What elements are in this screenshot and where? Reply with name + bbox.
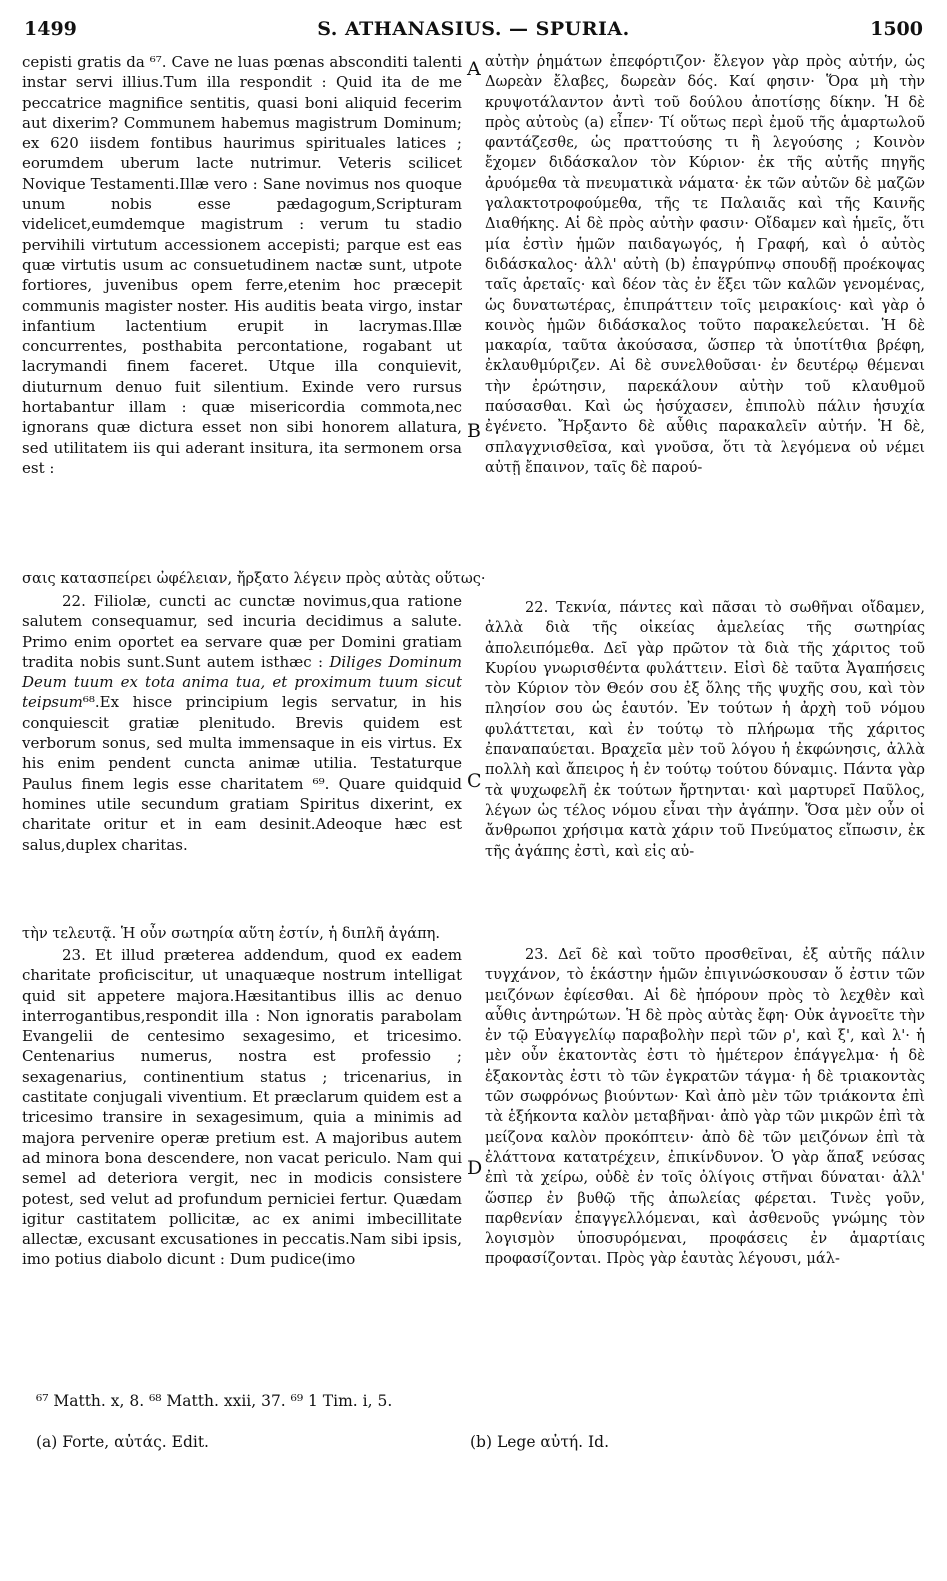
latin-paragraph-22 [22,591,462,855]
latin-paragraph-23: 23. Et illud præterea addendum, quod ex eadem charitate proficiscitur, ut unaquæque nostrum intelligat quid sit appetere majora.Hæsitantibus illis ac denuo interrogantibus,respondit illa : Non ignoratis parabolam Evangelii de centesimo sexagesimo, et tricesimo. Centenarius numerus, nostra est professio ; sexagenarius, continentium status ; tricenarius, in castitate conjugali viventium. Et præclarum quidem est a tricesimo transire in sexagesimum, quia a minimis ad majora pervenire operæ pretium est. A majoribus autem ad minora bona descendere, non vacat periculo. Nam qui semel ad deteriora vergit, nec in modicis consistere potest, sed velut ad profundum perniciei fertur. Quædam igitur castitatem pollicitæ, ac ex animi imbecillitate allectæ, excusant excusationes in peccatis.Nam sibi ipsis, imo potius diabolo dicunt : Dum pudice(imo [22,946,462,1269]
running-title: S. ATHANASIUS. — SPURIA. [317,18,630,40]
greek-spanning-line-1: σαις κατασπείρει ὠφέλειαν, ἤρξατο λέγειν πρὸς αὐτὰς οὕτως· [22,570,486,587]
latin-text-block-2 [22,591,462,855]
greek-paragraph-21-end: αὐτὴν ῥημάτων ἐπεφόρτιζον· ἔλεγον γὰρ πρὸς αὐτήν, ὡς Δωρεὰν ἔλαβες, δωρεὰν δός. Καί φησιν· Ὅρα μὴ τὴν κρυψοτάλαντον ἀντὶ τοῦ δούλου ἀποτίσῃς δίκην. Ἡ δὲ πρὸς αὐτοὺς (a) εἶπεν· Τί οὕτως περὶ ἐμοῦ τῆς ἁμαρτωλοῦ φαντάζεσθε, ὡς πραττούσης τι ἢ λεγούσης ; Κοινὸν ἔχομεν διδάσκαλον τὸν Κύριον· ἐκ τῆς αὐτῆς πηγῆς ἀρυόμεθα τὰ πνευματικὰ νάματα· ἐκ τῶν αὐτῶν δὲ μαζῶν γαλακτοτροφούμεθα, τῆς τε Παλαιᾶς καὶ τῆς Καινῆς Διαθήκης. Αἱ δὲ πρὸς αὐτὴν φασιν· Οἴδαμεν καὶ ἡμεῖς, ὅτι μία ἐστὶν ἡμῶν παιδαγωγός, ἡ Γραφή, καὶ ὁ αὐτὸς διδάσκαλος· ἀλλ' αὐτὴ (b) ἐπαγρύπνῳ σπουδῇ προέκοψας ταῖς ἀρεταῖς· καὶ δέον τὰς ἐν ἕξει τῶν καλῶν γενομένας, ὡς δυνατωτέρας, ἐπιπράττειν τοῖς μειρακίοις· καὶ γὰρ ὁ κοινὸς ἡμῶν διδάσκαλος τοῦτο παρακελεύεται. Ἡ δὲ μακαρία, ταῦτα ἀκούσασα, ὥσπερ τὰ ὑποτίτθια βρέφη, ἐκλαυθμύριζεν. Αἱ δὲ συνελθοῦσαι· ἐν δευτέρῳ θέμεναι τὴν ἐρώτησιν, παρεκάλουν αὐτὴν τοῦ κλαυθμοῦ παύσασθαι. Καὶ ὡς ἡσύχασεν, ἐπιπολὺ πάλιν ἡσυχία ἐγένετο. Ἤρξαντο δὲ αὖθις παρακαλεῖν αὐτήν. Ἡ δὲ, σπλαγχνισθεῖσα, καὶ γνοῦσα, ὅτι τὰ λεγόμενα οὐ νέμει αὐτῇ ἔπαινον, ταῖς δὲ παρού- [485,53,925,476]
greek-spanning-line-2: τὴν τελευτᾷ. Ἡ οὖν σωτηρία αὕτη ἐστίν, ἡ διπλῆ ἀγάπη. [22,925,441,942]
section-marker-c: C [467,770,482,792]
scripture-quote: Diliges Dominum Deum tuum ex tota anima tua, et proximum tuum sicut teipsum [22,652,462,712]
latin-paragraph-21-end: cepisti gratis da ⁶⁷. Cave ne luas pœnas absconditi talenti instar servi illius.Tum illa respondit : Quid ita de me peccatrice magnifice sentitis, quasi boni aliquid fecerim aut dixerim? Communem habemus magistrum Dominum; ex 620 iisdem fontibus haurimus spirituales latices ; eorumdem uberum lacte nutrimur. Veteris scilicet Novique Testamenti.Illæ vero : Sane novimus nos quoque unum nobis esse pædagogum,Scripturam videlicet,eumdemque magistrum : verum tu stadio pervihili virtutum accessionem accepisti; parque est eas quæ virtutis usum ac consuetudinem nactæ sunt, utpote fortiores, juvenibus opem ferre,etenim hoc præcepit communis magister noster. His auditis beata virgo, instar infantium lactentium erupit in lacrymas.Illæ concurrentes, posthabita percontatione, rogabant ut lacrymandi finem faceret. Utque illa conquievit, diuturnum denuo fuit silentium. Exinde vero rursus hortabantur illam : quæ misericordia commota,nec ignorans quæ dictura esset non sibi honorem allatura, sed utilitatem iis qui aderant insitura, ita sermonem orsa est : [22,53,462,477]
page-number-left: 1499 [24,18,77,40]
page-header [24,18,923,46]
section-marker-a: A [467,58,481,80]
greek-paragraph-22: 22. Τεκνία, πάντες καὶ πᾶσαι τὸ σωθῆναι οἴδαμεν, ἀλλὰ διὰ τῆς οἰκείας ἀμελείας τῆς σωτηρίας ἀπολειπόμεθα. Δεῖ γὰρ πρῶτον τὰ διὰ τῆς χάριτος τοῦ Κυρίου γνωρισθέντα φυλάττειν. Εἰσὶ δὲ ταῦτα Ἀγαπήσεις τὸν Κύριον τὸν Θεόν σου ἐξ ὅλης τῆς ψυχῆς σου, καὶ τὸν πλησίον σου ὡς ἑαυτόν. Ἐν τούτων ἡ ἀρχὴ τοῦ νόμου φυλάττεται, καὶ ἐν τούτῳ τὸ πλήρωμα τῆς χάριτος ἐπαναπαύεται. Βραχεῖα μὲν τοῦ λόγου ἡ ἐκφώνησις, ἀλλὰ πολλὴ καὶ ἄπειρος ἡ ἐν τούτῳ τούτου δύναμις. Πάντα γὰρ τὰ ψυχωφελῆ ἐκ τούτων ἤρτηνται· καὶ μαρτυρεῖ Παῦλος, λέγων ὡς τέλος νόμου εἶναι τὴν ἀγάπην. Ὅσα μὲν οὖν οἱ ἄνθρωποι χρήσιμα κατὰ χάριν τοῦ Πνεύματος εἴπωσιν, ἐκ τῆς ἀγάπης ἐστὶ, καὶ εἰς αὐ- [485,599,925,860]
section-marker-b: B [467,420,481,442]
greek-paragraph-23: 23. Δεῖ δὲ καὶ τοῦτο προσθεῖναι, ἐξ αὐτῆς πάλιν τυγχάνον, τὸ ἑκάστην ἡμῶν ἐπιγινώσκουσαν ὅ ἐστιν τῶν μειζόνων ἐφίεσθαι. Αἱ δὲ ἠπόρουν πρὸς τὸ λεχθὲν καὶ αὖθις ἀντηρώτων. Ἡ δὲ πρὸς αὐτὰς ἔφη· Οὐκ ἀγνοεῖτε τὴν ἐν τῷ Εὐαγγελίῳ παραβολὴν περὶ τῶν ρ', καὶ ξ', καὶ λ'· ἡ μὲν οὖν ἑκατοντὰς ἐστι τὸ ἡμέτερον ἐπάγγελμα· ἡ δὲ ἑξακοντὰς ἐστι τὸ τῶν ἐγκρατῶν τάγμα· ἡ δὲ τριακοντὰς τῶν σωφρόνως βιούντων· Καὶ ἀπὸ μὲν τῶν τριάκοντα ἐπὶ τὰ ἑξήκοντα καλὸν μεταβῆναι· ἀπὸ γὰρ τῶν μικρῶν ἐπὶ τὰ μείζονα καλὸν προκόπτειν· ἀπὸ δὲ τῶν μειζόνων ἐπὶ τὰ ἐλάττονα κατατρέχειν, ἐπικίνδυνον. Ὁ γὰρ ἅπαξ νεύσας ἐπὶ τὰ χείρω, οὐδὲ ἐν τοῖς ὀλίγοις στῆναι δύναται· ἀλλ' ὥσπερ ἐν βυθῷ τῆς ἀπωλείας φέρεται. Τινὲς γοῦν, παρθενίαν ἐπαγγελλόμεναι, καὶ ἀσθενοῦς γνώμης τὸν λογισμὸν ὑποσυρόμεναι, προφάσεις ἐν ἁμαρτίαις προφασίζονται. Πρὸς γὰρ ἑαυτὰς λέγουσι, μάλ- [485,946,925,1268]
latin-paragraph-22-start: 22. Filiolæ, cuncti ac cunctæ novimus,qua ratione salutem consequamur, sed incuria decidimus a salute. Primo enim oportet ea servare quæ per Domini gratiam tradita nobis sunt.Sunt autem isthæc : [22,592,462,671]
greek-text-block-2 [485,598,925,862]
greek-text-block-3 [485,945,925,1270]
latin-text-block-3 [22,945,462,1270]
page-number-right: 1500 [870,18,923,40]
latin-paragraph-22-rest: ⁶⁸.Ex hisce principium legis servatur, in his conquiescit gratiæ plenitudo. Brevis quidem est verborum sonus, sed multa immensaque in eis virtus. Ex his enim pendent cuncta animæ utilia. Testaturque Paulus finem legis esse charitatem ⁶⁹. Quare quidquid homines utile secundum gratiam Spiritus dixerint, ex charitate oritur et in eam desinit.Adeoque hæc est salus,duplex charitas. [22,693,462,854]
section-marker-d: D [467,1157,483,1179]
greek-text-block-1 [485,52,925,478]
editorial-note-b: (b) Lege αὐτή. Id. [470,1433,610,1451]
editorial-note-a: (a) Forte, αὐτάς. Edit. [36,1433,209,1451]
latin-text-block-1 [22,52,462,478]
footnotes: ⁶⁷ Matth. x, 8. ⁶⁸ Matth. xxii, 37. ⁶⁹ 1 Tim. i, 5. [36,1392,393,1410]
